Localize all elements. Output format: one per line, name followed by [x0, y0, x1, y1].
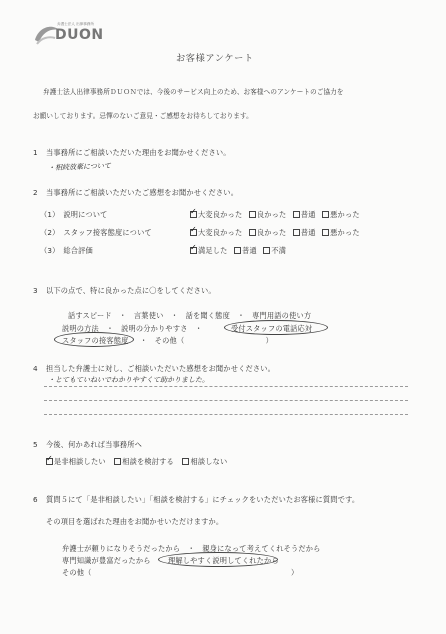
checkbox[interactable] — [114, 458, 121, 465]
checkbox[interactable] — [190, 229, 197, 236]
answer-line — [44, 414, 408, 415]
q3-option-other: ・ その他（ ） — [140, 336, 273, 345]
q5-options[interactable]: ✓是非相談したい 相談を検討する 相談しない — [46, 457, 227, 467]
checkbox[interactable] — [234, 247, 241, 254]
checkbox[interactable] — [322, 229, 329, 236]
q6-option-other: その他（ ） — [62, 568, 299, 577]
q2-row-1-options[interactable]: ✓ 大変良かった 良かった 普通 悪かった — [190, 210, 360, 220]
checkbox[interactable] — [182, 458, 189, 465]
q6-text-2: その項目を選ばれた理由をお聞かせいただけますか。 — [46, 517, 224, 526]
q2-row-2-label: （2） スタッフ接客態度について — [40, 228, 152, 237]
checkbox[interactable] — [190, 211, 197, 218]
q2-row-1-label: （1） 説明について — [40, 210, 108, 219]
intro-line-1: 弁護士法人出律事務所ＤＵＯＮでは、今後のサービス向上のため、お客様へのアンケートのご協力を — [43, 88, 344, 96]
q6-circle-understand — [158, 552, 278, 567]
q1-number: 1 — [33, 148, 38, 157]
q3-circle-phone — [224, 320, 328, 335]
q3-number: 3 — [33, 286, 38, 295]
q2-row-2-options[interactable]: ✓ 大変良かった 良かった 普通 悪かった — [190, 228, 360, 238]
checkbox[interactable] — [293, 229, 300, 236]
answer-line — [44, 400, 408, 401]
q6-number: 6 — [33, 495, 38, 504]
q2-text: 当事務所にご相談いただいたご感想をお聞かせください。 — [46, 188, 239, 197]
logo-subtitle: 弁護士法人 出律事務所 — [57, 22, 95, 26]
q4-answer: ・とてもていねいでわかりやすくて助かりました。 — [48, 376, 209, 384]
q5-number: 5 — [33, 440, 38, 449]
q6-option-line-1: 弁護士が頼りになりそうだったから ・ 親身になって考えてくれそうだから — [62, 544, 321, 553]
checkbox[interactable] — [263, 247, 270, 254]
checkbox[interactable] — [249, 211, 256, 218]
q1-text: 当事務所にご相談いただいた理由をお聞かせください。 — [46, 148, 231, 157]
q6-option-understand: 理解しやすく説明してくれたから — [168, 556, 279, 565]
checkbox[interactable] — [322, 211, 329, 218]
q5-text: 今後、何かあれば当事務所へ — [46, 440, 143, 449]
q2-row-3-label: （3） 総合評価 — [40, 246, 93, 255]
q6-option-line-2a: 専門知識が豊富だったから — [62, 556, 151, 565]
page-title: お客様アンケート — [176, 53, 254, 64]
q4-text: 担当した弁護士に対し、ご相談いただいた感想をお聞かせください。 — [46, 364, 276, 373]
checkbox[interactable] — [46, 458, 53, 465]
q2-row-3-options[interactable]: ✓ 満足した 普通 不満 — [190, 246, 286, 256]
answer-line — [44, 386, 408, 387]
q3-options-line-1: 話すスピード ・ 言葉使い ・ 話を聞く態度 ・ 専門用語の使い方 — [68, 311, 312, 320]
q3-option-staff: スタッフの接客態度 — [62, 336, 129, 345]
checkbox[interactable] — [190, 247, 197, 254]
q3-circle-staff — [54, 332, 134, 347]
intro-line-2: お願いしております。忌憚のないご意見・ご感想をお待ちしております。 — [33, 112, 253, 120]
q3-option-phone: 受付スタッフの電話応対 — [231, 324, 313, 333]
logo-text: DUON — [55, 27, 104, 43]
q6-text: 質問５にて「是非相談したい」「相談を検討する」にチェックをいただいたお客様に質問です。 — [46, 495, 360, 504]
checkbox[interactable] — [293, 211, 300, 218]
checkbox[interactable] — [249, 229, 256, 236]
q3-text: 以下の点で、特に良かった点に〇をしてください。 — [46, 286, 216, 295]
q3-options-line-2: 説明の方法 ・ 説明の分かりやすさ ・ — [62, 324, 203, 333]
q2-number: 2 — [33, 188, 38, 197]
q4-number: 4 — [33, 364, 38, 373]
q1-answer: ・相続放棄について — [47, 161, 111, 173]
